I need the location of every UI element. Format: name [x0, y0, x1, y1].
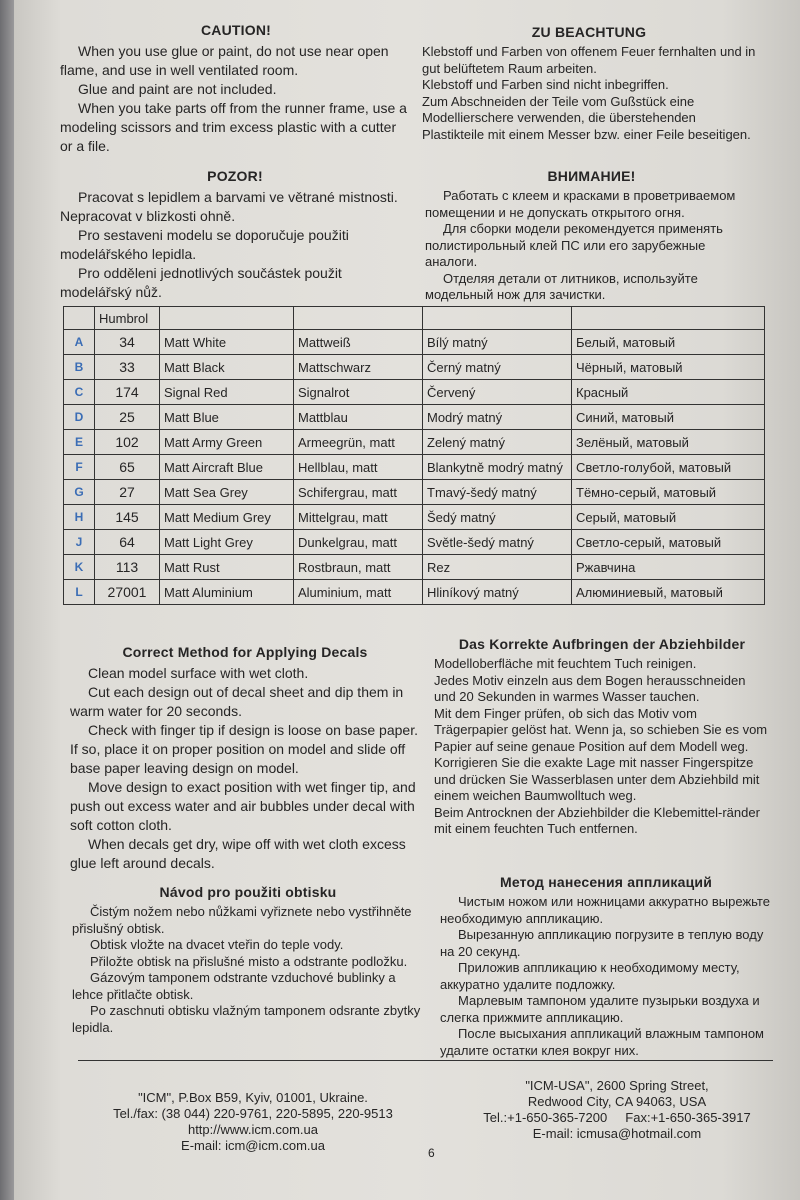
paint-humbrol-number: 64 — [95, 530, 160, 555]
paint-name-ru: Красный — [572, 380, 765, 405]
paint-humbrol-number: 27 — [95, 480, 160, 505]
paint-letter: D — [64, 405, 95, 430]
paint-header-cz — [423, 307, 572, 330]
paint-name-de: Armeegrün, matt — [294, 430, 423, 455]
page-binding-edge — [0, 0, 14, 1200]
paint-humbrol-number: 33 — [95, 355, 160, 380]
paint-name-cz: Bílý matný — [423, 330, 572, 355]
decals-ru-p3: Приложив аппликацию к необходимому месту, аккуратно удалите подложку. — [440, 960, 740, 992]
contact-icm-ukraine — [88, 1090, 418, 1154]
paint-name-cz: Černý matný — [423, 355, 572, 380]
decals-en-p4: Move design to exact position with wet finger tip, and push out excess water and air bubbles under decal with soft cotton cloth. — [70, 779, 416, 833]
decals-ru-p5: После высыхания аппликаций влажным тампоном удалите остатки клея вокруг них. — [440, 1026, 764, 1058]
paint-name-en: Matt Medium Grey — [160, 505, 294, 530]
decals-cz-p5: Po zaschnuti obtisku vlažným tamponem odsrante zbytky lepidla. — [72, 1003, 421, 1035]
paint-name-de: Aluminium, matt — [294, 580, 423, 605]
paint-name-ru: Тёмно-серый, матовый — [572, 480, 765, 505]
paint-humbrol-number: 27001 — [95, 580, 160, 605]
paint-name-de: Mattweiß — [294, 330, 423, 355]
decals-de-p5: Beim Antrocknen der Abziehbilder die Klebemittel-ränder mit einem feuchten Tuch entfernen. — [434, 804, 760, 836]
paint-header-blank — [64, 307, 95, 330]
paint-name-de: Rostbraun, matt — [294, 555, 423, 580]
paint-name-ru: Светло-голубой, матовый — [572, 455, 765, 480]
paint-name-cz: Blankytně modrý matný — [423, 455, 572, 480]
paint-name-en: Matt Light Grey — [160, 530, 294, 555]
paint-humbrol-number: 113 — [95, 555, 160, 580]
paint-name-en: Matt Aircraft Blue — [160, 455, 294, 480]
decals-cz-title: Návod pro použiti obtisku — [159, 884, 337, 900]
icm-email[interactable]: E-mail: icm@icm.com.ua — [181, 1138, 325, 1153]
paint-name-cz: Hliníkový matný — [423, 580, 572, 605]
paint-name-de: Mittelgrau, matt — [294, 505, 423, 530]
decals-cz-p4: Gázovým tamponem odstrante vzduchové bublinky a lehce přitlačte obtisk. — [72, 970, 396, 1002]
paint-letter: H — [64, 505, 95, 530]
decals-en — [70, 644, 420, 873]
paint-row — [64, 355, 765, 380]
paint-name-en: Matt Sea Grey — [160, 480, 294, 505]
paint-name-de: Dunkelgrau, matt — [294, 530, 423, 555]
decals-ru-p1: Чистым ножом или ножницами аккуратно вырежьте необходимую аппликацию. — [440, 894, 770, 926]
caution-de-p3: Zum Abschneiden der Teile vom Gußstück eine Modellierschere verwenden, die überstehenden Plastikteile mit einem Messer bzw. einer Feile beseitigen. — [422, 93, 751, 142]
paint-name-en: Matt Blue — [160, 405, 294, 430]
paint-row — [64, 330, 765, 355]
decals-ru-title: Метод нанесения аппликаций — [499, 874, 713, 890]
paint-name-de: Mattschwarz — [294, 355, 423, 380]
icm-usa-address-line1: "ICM-USA", 2600 Spring Street, — [525, 1078, 709, 1093]
paint-name-ru: Серый, матовый — [572, 505, 765, 530]
paint-name-cz: Světle-šedý matný — [423, 530, 572, 555]
decals-ru-p2: Вырезанную аппликацию погрузите в теплую воду на 20 секунд. — [440, 927, 764, 959]
page-number: 6 — [428, 1146, 435, 1160]
icm-usa-phones — [462, 1110, 772, 1126]
paint-name-en: Matt Black — [160, 355, 294, 380]
icm-address: "ICM", P.Box B59, Kyiv, 01001, Ukraine. — [138, 1090, 368, 1105]
paint-name-de: Hellblau, matt — [294, 455, 423, 480]
caution-de-title: ZU BEACHTUNG — [531, 24, 647, 40]
caution-en-title: CAUTION! — [200, 22, 272, 38]
paint-name-en: Matt Army Green — [160, 430, 294, 455]
paint-name-de: Schifergrau, matt — [294, 480, 423, 505]
paint-letter: K — [64, 555, 95, 580]
paint-name-de: Signalrot — [294, 380, 423, 405]
decals-en-p3: Check with finger tip if design is loose on base paper. If so, place it on proper position on model and slide off base paper leaving design on model. — [70, 722, 418, 776]
paint-name-ru: Зелёный, матовый — [572, 430, 765, 455]
decals-cz — [72, 884, 424, 1036]
caution-en — [60, 22, 412, 156]
paint-humbrol-number: 34 — [95, 330, 160, 355]
caution-de-p1: Klebstoff und Farben von offenem Feuer fernhalten und in gut belüftetem Raum arbeiten. — [422, 44, 756, 76]
caution-en-p1: When you use glue or paint, do not use near open flame, and use in well ventilated room. — [60, 43, 389, 78]
icm-website[interactable]: http://www.icm.com.ua — [187, 1122, 319, 1137]
paint-name-ru: Синий, матовый — [572, 405, 765, 430]
decals-cz-p2: Obtisk vložte na dvacet vteřin do teple vody. — [90, 937, 344, 952]
decals-ru — [440, 874, 772, 1059]
paint-row — [64, 380, 765, 405]
paint-name-ru: Светло-серый, матовый — [572, 530, 765, 555]
divider-line — [78, 1060, 773, 1061]
paint-header-ru — [572, 307, 765, 330]
caution-cz-p1: Pracovat s lepidlem a barvami ve větrané mistnosti. Nepracovat v blizkosti ohně. — [60, 189, 398, 224]
paint-name-ru: Чёрный, матовый — [572, 355, 765, 380]
icm-usa-address-line2: Redwood City, CA 94063, USA — [527, 1094, 707, 1109]
paint-table — [63, 306, 765, 605]
contact-icm-usa — [462, 1078, 772, 1142]
decals-de-title: Das Korrekte Aufbringen der Abziehbilder — [458, 636, 746, 652]
caution-en-p3: When you take parts off from the runner frame, use a modeling scissors and trim excess plastic with a cutter or a file. — [60, 100, 407, 154]
paint-header-de — [294, 307, 423, 330]
decals-en-p2: Cut each design out of decal sheet and dip them in warm water for 20 seconds. — [70, 684, 404, 719]
paint-name-cz: Tmavý-šedý matný — [423, 480, 572, 505]
paint-name-cz: Rez — [423, 555, 572, 580]
decals-de-p2: Jedes Motiv einzeln aus dem Bogen herausschneiden und 20 Sekunden in warmes Wasser tauchen. — [434, 672, 746, 704]
paint-row — [64, 555, 765, 580]
paint-name-ru: Алюминиевый, матовый — [572, 580, 765, 605]
caution-de — [422, 24, 756, 143]
decals-de — [434, 636, 770, 838]
caution-ru-p1: Работать с клеем и красками в проветриваемом помещении и не допускать открытого огня. — [425, 188, 736, 220]
paint-row — [64, 405, 765, 430]
paint-name-en: Matt Aluminium — [160, 580, 294, 605]
decals-en-p1: Clean model surface with wet cloth. — [88, 665, 309, 681]
paint-row — [64, 505, 765, 530]
caution-ru-p2: Для сборки модели рекомендуется применять полистирольный клей ПС или его зарубежные аналоги. — [425, 221, 723, 269]
paint-humbrol-number: 102 — [95, 430, 160, 455]
paint-letter: C — [64, 380, 95, 405]
paint-letter: A — [64, 330, 95, 355]
paint-letter: F — [64, 455, 95, 480]
paint-row — [64, 580, 765, 605]
caution-ru-p3: Отделяя детали от литников, используйте модельный нож для зачистки. — [425, 270, 698, 302]
caution-cz-p2: Pro sestaveni modelu se doporučuje použiti modelářského lepidla. — [60, 227, 349, 262]
paint-row — [64, 455, 765, 480]
paint-name-ru: Ржавчина — [572, 555, 765, 580]
paint-humbrol-number: 25 — [95, 405, 160, 430]
paint-name-en: Matt Rust — [160, 555, 294, 580]
paint-humbrol-number: 65 — [95, 455, 160, 480]
paint-header-en — [160, 307, 294, 330]
caution-cz-title: POZOR! — [207, 168, 263, 184]
decals-ru-p4: Марлевым тампоном удалите пузырьки воздуха и слегка прижмите аппликацию. — [440, 993, 760, 1025]
paint-letter: G — [64, 480, 95, 505]
icm-usa-tel: Tel.:+1-650-365-7200 — [483, 1110, 608, 1125]
paint-table-header-row — [64, 307, 765, 330]
paint-letter: E — [64, 430, 95, 455]
paint-name-de: Mattblau — [294, 405, 423, 430]
paint-row — [64, 480, 765, 505]
paint-name-en: Matt White — [160, 330, 294, 355]
caution-ru-title: ВНИМАНИЕ! — [547, 168, 636, 184]
paint-row — [64, 430, 765, 455]
paint-humbrol-number: 174 — [95, 380, 160, 405]
paint-row — [64, 530, 765, 555]
decals-en-p5: When decals get dry, wipe off with wet cloth excess glue left around decals. — [70, 836, 406, 871]
paint-name-cz: Šedý matný — [423, 505, 572, 530]
icm-phone: Tel./fax: (38 044) 220-9761, 220-5895, 220-9513 — [113, 1106, 393, 1121]
paint-letter: B — [64, 355, 95, 380]
icm-usa-email[interactable]: E-mail: icmusa@hotmail.com — [532, 1126, 702, 1141]
paint-name-cz: Modrý matný — [423, 405, 572, 430]
paint-name-cz: Červený — [423, 380, 572, 405]
paint-letter: J — [64, 530, 95, 555]
decals-cz-p3: Přiložte obtisk na přislušné misto a odstrante podložku. — [90, 953, 408, 969]
paint-name-ru: Белый, матовый — [572, 330, 765, 355]
decals-de-p3: Mit dem Finger prüfen, ob sich das Motiv vom Trägerpapier gelöst hat. Wenn ja, so schieben Sie es vom Papier auf seine genaue Position auf dem Modell weg. — [434, 705, 768, 754]
paint-name-cz: Zelený matný — [423, 430, 572, 455]
paint-humbrol-number: 145 — [95, 505, 160, 530]
decals-en-title: Correct Method for Applying Decals — [122, 644, 368, 660]
decals-de-p1: Modelloberfläche mit feuchtem Tuch reinigen. — [434, 656, 697, 671]
icm-usa-fax: Fax:+1-650-365-3917 — [625, 1110, 751, 1125]
caution-en-p2: Glue and paint are not included. — [78, 81, 277, 97]
decals-cz-p1: Čistým nožem nebo nůžkami vyřiznete nebo vystřihněte přislušný obtisk. — [72, 904, 412, 936]
paint-name-en: Signal Red — [160, 380, 294, 405]
caution-cz — [60, 168, 410, 302]
caution-cz-p3: Pro odděleni jednotlivých součástek použit modelářský nůž. — [60, 265, 342, 300]
paint-header-humbrol: Humbrol — [95, 307, 160, 330]
paint-letter: L — [64, 580, 95, 605]
caution-ru — [425, 168, 758, 304]
decals-de-p4: Korrigieren Sie die exakte Lage mit nasser Fingerspitze und drücken Sie Wasserblasen unter dem Abziehbild mit einem weichen Baumwolltuch weg. — [434, 755, 760, 803]
caution-de-p2: Klebstoff und Farben sind nicht inbegriffen. — [422, 77, 669, 92]
